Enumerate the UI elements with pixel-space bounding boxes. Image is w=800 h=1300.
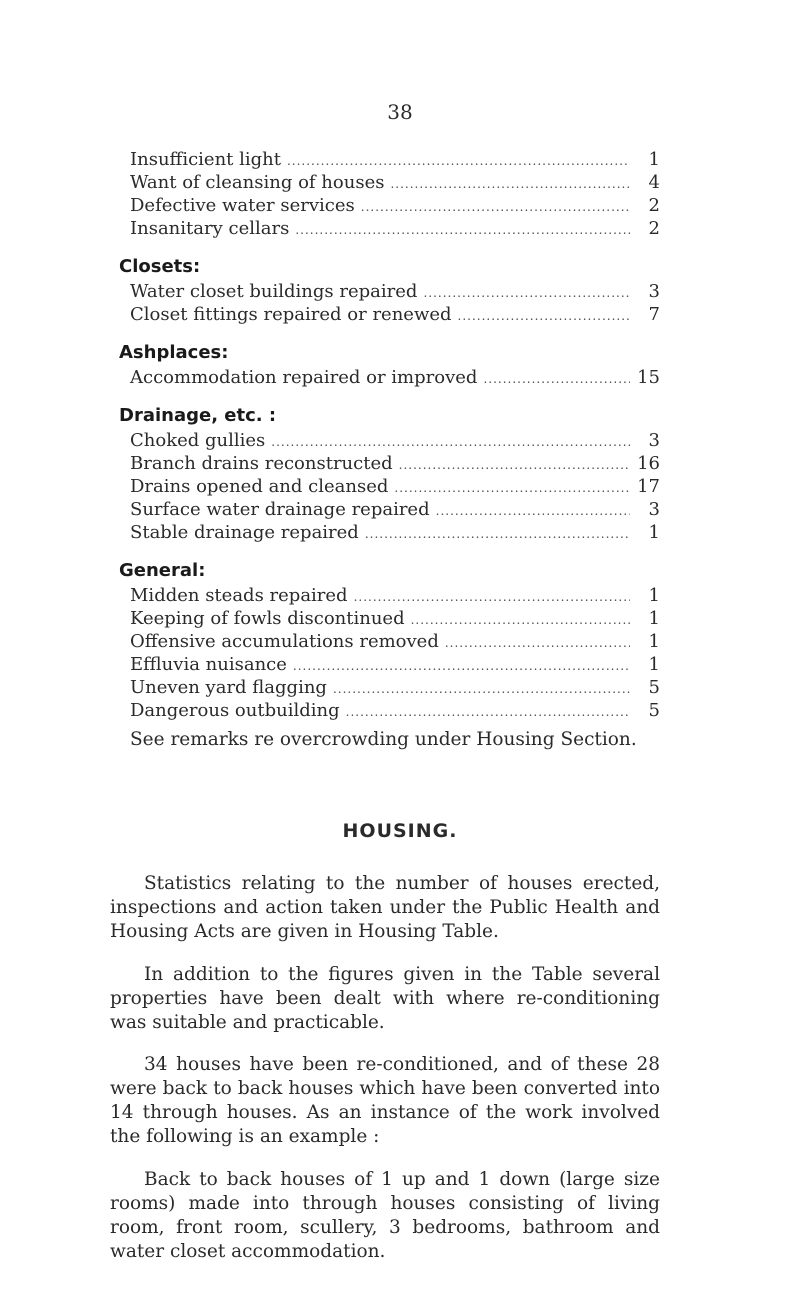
leader-dots (293, 655, 630, 678)
item-value: 5 (648, 700, 660, 721)
item-label: Surface water drainage repaired (130, 499, 430, 520)
leader-dots (445, 632, 630, 655)
list-item (130, 171, 660, 194)
list-item (130, 148, 660, 171)
leader-dots (365, 523, 630, 546)
item-label: Branch drains reconstructed (130, 453, 393, 474)
list-item (130, 303, 660, 326)
item-value: 5 (648, 677, 660, 698)
section-heading: General: (119, 560, 206, 581)
leader-dots (295, 219, 630, 242)
paragraph: In addition to the figures given in the Table several properties have been dealt with where re-conditioning was suitable and practicable. (110, 964, 660, 1033)
item-value: 2 (648, 218, 660, 239)
leader-dots (483, 368, 630, 391)
list-item (130, 607, 660, 630)
leader-dots (423, 282, 630, 305)
list-item (130, 699, 660, 722)
paragraph: 34 houses have been re-conditioned, and of these 28 were back to back houses which have been converted into 14 through houses. As an instance of the work involved the following is an example : (110, 1054, 660, 1147)
leader-dots (354, 586, 630, 609)
list-item (130, 366, 660, 389)
leader-dots (346, 701, 630, 724)
leader-dots (287, 150, 630, 173)
item-label: Insanitary cellars (130, 218, 290, 239)
section-closets (119, 253, 660, 326)
item-value: 2 (648, 195, 660, 216)
list-item (130, 653, 660, 676)
item-label: Want of cleansing of houses (130, 172, 385, 193)
paragraph: Back to back houses of 1 up and 1 down (large size rooms) made into through houses consisting of living room, front room, scullery, 3 bedrooms, bathroom and water closet accommodation. (110, 1169, 660, 1262)
item-label: Effluvia nuisance (130, 654, 287, 675)
item-label: Accommodation repaired or improved (130, 367, 478, 388)
item-label: Insufficient light (130, 149, 281, 170)
section-heading: Drainage, etc. : (119, 405, 277, 426)
leader-dots (458, 305, 630, 328)
page-number: 38 (387, 100, 413, 124)
leader-dots (333, 678, 630, 701)
list-item (130, 521, 660, 544)
list-item (130, 630, 660, 653)
item-label: Choked gullies (130, 430, 266, 451)
item-label: Defective water services (130, 195, 355, 216)
section-ashplaces (119, 339, 660, 389)
item-value: 3 (648, 499, 660, 520)
nuisances-list (119, 148, 660, 722)
item-value: 1 (648, 149, 660, 170)
leader-dots (411, 609, 630, 632)
list-item (130, 676, 660, 699)
item-value: 4 (648, 172, 660, 193)
leader-dots (361, 196, 630, 219)
leader-dots (436, 500, 630, 523)
item-label: Keeping of fowls discontinued (130, 608, 405, 629)
list-item (130, 217, 660, 240)
item-label: Midden steads repaired (130, 585, 348, 606)
leader-dots (394, 477, 630, 500)
item-value: 16 (637, 453, 660, 474)
item-value: 1 (648, 654, 660, 675)
item-value: 1 (648, 631, 660, 652)
section-drainage (119, 402, 660, 544)
list-item (130, 194, 660, 217)
item-label: Uneven yard flagging (130, 677, 327, 698)
leader-dots (271, 431, 630, 454)
item-label: Drains opened and cleansed (130, 476, 389, 497)
leader-dots (399, 454, 630, 477)
item-label: Offensive accumulations removed (130, 631, 439, 652)
overcrowding-remark: See remarks re overcrowding under Housing Section. (130, 729, 637, 750)
section-heading: Ashplaces: (119, 342, 229, 363)
item-value: 1 (648, 585, 660, 606)
list-item (130, 452, 660, 475)
paragraph: Statistics relating to the number of houses erected, inspections and action taken under the Public Health and Housing Acts are given in Housing Table. (110, 873, 660, 942)
item-value: 7 (648, 304, 660, 325)
list-item (130, 280, 660, 303)
item-value: 15 (637, 367, 660, 388)
item-label: Closet fittings repaired or renewed (130, 304, 452, 325)
item-label: Stable drainage repaired (130, 522, 359, 543)
item-value: 1 (648, 522, 660, 543)
list-item (130, 429, 660, 452)
list-item (130, 498, 660, 521)
item-label: Water closet buildings repaired (130, 281, 418, 302)
item-label: Dangerous outbuilding (130, 700, 340, 721)
list-item (130, 584, 660, 607)
item-value: 1 (648, 608, 660, 629)
item-value: 3 (648, 430, 660, 451)
section-general (119, 557, 660, 722)
housing-heading: HOUSING. (342, 820, 458, 842)
list-item (130, 475, 660, 498)
leader-dots (390, 173, 630, 196)
item-value: 17 (637, 476, 660, 497)
item-value: 3 (648, 281, 660, 302)
section-heading: Closets: (119, 256, 201, 277)
